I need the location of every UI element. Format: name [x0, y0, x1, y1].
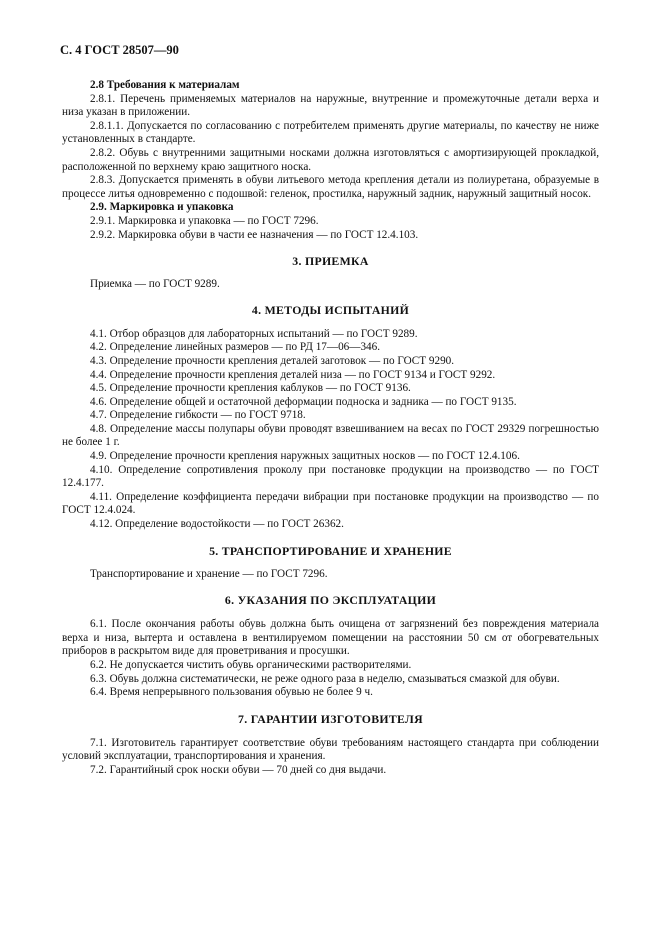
- section-7-body: [62, 737, 599, 778]
- section-3-title: 3. ПРИЕМКА: [292, 254, 369, 269]
- section-2-9-title: 2.9. Маркировка и упаковка: [90, 201, 234, 214]
- section-4-list: [62, 328, 599, 532]
- para-2-8-2: 2.8.2. Обувь с внутренними защитными носками должна изготовляться с амортизирующей прокладкой, расположенной по верхнему краю защитного носка.: [62, 146, 599, 173]
- para-6-2: 6.2. Не допускается чистить обувь органическими растворителями.: [90, 659, 412, 671]
- list-item-4-4: 4.4. Определение прочности крепления деталей низа — по ГОСТ 9134 и ГОСТ 9292.: [90, 368, 496, 381]
- para-2-8-1: 2.8.1. Перечень применяемых материалов на наружные, внутренние и промежуточные детали верха и низа указан в приложении.: [62, 92, 599, 119]
- section-4-title: 4. МЕТОДЫ ИСПЫТАНИЙ: [251, 302, 410, 317]
- list-item-4-3: 4.3. Определение прочности крепления деталей заготовок — по ГОСТ 9290.: [90, 354, 455, 367]
- para-2-8-3: 2.8.3. Допускается применять в обуви литьевого метода крепления детали из полиуретана, образуемые в процессе литья одновременно с подошвой: геленок, простилка, наружный задник, наружный защитный носок.: [62, 174, 599, 200]
- para-7-2: 7.2. Гарантийный срок носки обуви — 70 дней со дня выдачи.: [90, 763, 387, 776]
- section-5-title: 5. ТРАНСПОРТИРОВАНИЕ И ХРАНЕНИЕ: [209, 543, 452, 558]
- section-6-body: [62, 618, 599, 700]
- para-6-3: 6.3. Обувь должна систематически, не реже одного раза в неделю, смазываться смазкой для обуви.: [90, 672, 560, 685]
- list-item-4-5: 4.5. Определение прочности крепления каблуков — по ГОСТ 9136.: [90, 382, 411, 395]
- para-2-9-2: 2.9.2. Маркировка обуви в части ее назначения — по ГОСТ 12.4.103.: [90, 228, 419, 241]
- para-2-9-1: 2.9.1. Маркировка и упаковка — по ГОСТ 7296.: [90, 214, 319, 227]
- para-3: Приемка — по ГОСТ 9289.: [90, 278, 220, 291]
- list-item-4-9: 4.9. Определение прочности крепления наружных защитных носков — по ГОСТ 12.4.106.: [90, 450, 520, 463]
- para-6-1: 6.1. После окончания работы обувь должна быть очищена от загрязнений без повреждения материала верха и низа, вытерта и оставлена в вентилируемом помещении на расстоянии 50 см от обогревательных приборов в раскрытом виде для проветривания и просушки.: [62, 618, 599, 658]
- section-2-8-title: 2.8 Требования к материалам: [90, 79, 240, 91]
- page-header: С. 4 ГОСТ 28507—90: [60, 43, 179, 57]
- document-body: [62, 79, 599, 778]
- list-item-4-11: 4.11. Определение коэффициента передачи вибрации при постановке продукции на производство — по ГОСТ 12.4.024.: [62, 490, 599, 517]
- list-item-4-1: 4.1. Отбор образцов для лабораторных испытаний — по ГОСТ 9289.: [90, 327, 418, 340]
- para-7-1: 7.1. Изготовитель гарантирует соответствие обуви требованиям настоящего стандарта при соблюдении условий эксплуатации, транспортирования и хранения.: [62, 736, 599, 763]
- list-item-4-6: 4.6. Определение общей и остаточной деформации подноска и задника — по ГОСТ 9135.: [90, 395, 517, 408]
- list-item-4-8: 4.8. Определение массы полупары обуви проводят взвешиванием на весах по ГОСТ 29329 погрешностью не более 1 г.: [62, 422, 599, 449]
- para-5: Транспортирование и хранение — по ГОСТ 7296.: [90, 567, 328, 580]
- section-6-title: 6. УКАЗАНИЯ ПО ЭКСПЛУАТАЦИИ: [224, 593, 437, 608]
- list-item-4-7: 4.7. Определение гибкости — по ГОСТ 9718.: [90, 409, 306, 422]
- section-7-title: 7. ГАРАНТИИ ИЗГОТОВИТЕЛЯ: [238, 711, 423, 726]
- list-item-4-12: 4.12. Определение водостойкости — по ГОСТ 26362.: [90, 518, 344, 531]
- list-item-4-10: 4.10. Определение сопротивления проколу при постановке продукции на производство — по ГОСТ 12.4.177.: [62, 463, 599, 490]
- list-item-4-2: 4.2. Определение линейных размеров — по РД 17—06—346.: [90, 341, 381, 354]
- para-2-8-1-1: 2.8.1.1. Допускается по согласованию с потребителем применять другие материалы, по качеству не ниже установленных в стандарте.: [62, 119, 599, 146]
- para-6-4: 6.4. Время непрерывного пользования обувью не более 9 ч.: [90, 686, 373, 699]
